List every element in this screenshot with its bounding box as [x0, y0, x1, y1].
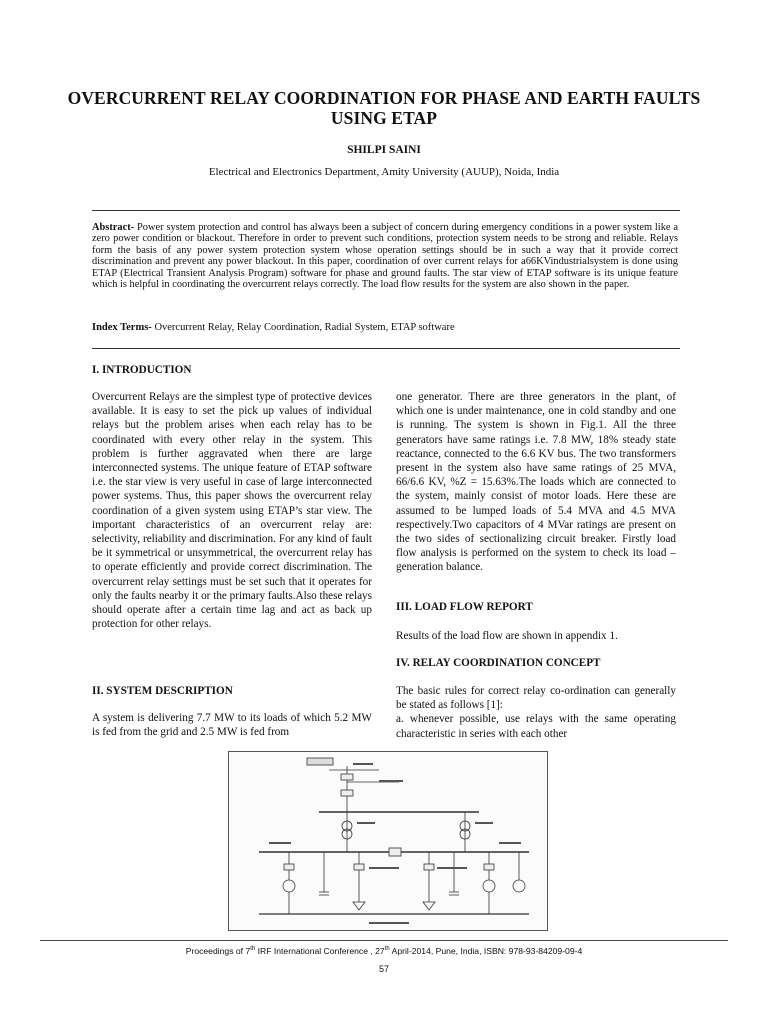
- page-number: 57: [378, 964, 389, 974]
- footer-sup-2: th: [384, 946, 390, 953]
- paper-title: OVERCURRENT RELAY COORDINATION FOR PHASE AND EARTH FAULTS USING ETAP: [67, 88, 701, 128]
- system-single-line-diagram: [228, 751, 548, 931]
- introduction-paragraph: Overcurrent Relays are the simplest type of protective devices available. It is easy to set the pick up values of individual relays but the problem arises when each relay has to be coordinated with every other relay in the system. This problem is further aggravated when there are large interconnected systems. The unique feature of ETAP software i.e. the star view is very useful in case of large interconnected power systems. Thus, this paper shows the overcurrent relay coordination of a given system using ETAP’s star view. The important characteristics of an overcurrent relay are: selectivity, reliability and discrimination. For any kind of fault be it symmetrical or unsymmetrical, the overcurrent relay has to operate efficiently and provide correct discrimination. The overcurrent relay settings must be set such that it operates for only the faults nearby it or the primary faults.Also these relays should operate after a certain time lag and act as back up protection for other relays.: [92, 391, 372, 631]
- author-name: SHILPI SAINI: [347, 144, 421, 156]
- author-affiliation: Electrical and Electronics Department, Amity University (AUUP), Noida, India: [208, 166, 560, 178]
- footer-text-2: IRF International Conference , 27: [255, 946, 385, 956]
- system-description-heading: II. SYSTEM DESCRIPTION: [92, 685, 233, 697]
- footer-proceedings: [0, 946, 768, 956]
- footer-text-3: April-2014, Pune, India, ISBN: 978-93-84209-09-4: [389, 946, 583, 956]
- system-description-paragraph-start: A system is delivering 7.7 MW to its loads of which 5.2 MW is fed from the grid and 2.5 MW is fed from: [92, 712, 372, 739]
- introduction-heading: I. INTRODUCTION: [92, 364, 192, 376]
- footer-divider: [40, 940, 728, 941]
- introduction-body: [92, 390, 372, 631]
- index-terms: [92, 322, 678, 333]
- abstract-label: Abstract-: [92, 222, 135, 233]
- relay-coordination-paragraph: The basic rules for correct relay co-ordination can generally be stated as follows [1]:: [396, 685, 676, 712]
- footer-sup-1: th: [250, 946, 256, 953]
- load-flow-body: [396, 629, 676, 643]
- system-description-paragraph-cont: one generator. There are three generators in the plant, of which one is under maintenance, one in cold standby and one is running. The system is shown in Fig.1. All the three generators have same ratings i.e. 7.8 MW, 18% steady state reactance, connected to the 6.6 KV bus. The two transformers present in the system also have same ratings of 25 MVA, 66/6.6 KV, %Z = 15.63%.The loads which are connected to the system, mainly consist of motor loads. Here these are assumed to be lumped loads of 5.4 MVA and 4.5 MVA respectively.Two capacitors of 4 MVar ratings are present on the two sides of sectionalizing circuit breaker. Firstly load flow analysis is performed on the system to check its load – generation balance.: [396, 391, 676, 574]
- relay-coordination-body: [396, 684, 676, 741]
- load-flow-heading: III. LOAD FLOW REPORT: [396, 601, 533, 613]
- footer-text-1: Proceedings of 7: [185, 946, 251, 956]
- abstract-divider: [92, 348, 680, 349]
- relay-coordination-rule-a: a. whenever possible, use relays with the same operating characteristic in series with each other: [396, 713, 676, 740]
- abstract-text: Power system protection and control has always been a subject of concern during emergency conditions in a power system like a zero power condition or blackout. Therefore in order to prevent such conditions, protection system needs to be strong and reliable. Relays form the basis of any power system protection system whose operation settings should be in such a way that it provide correct discrimination and prevent any power blackout. In this paper, coordination of over current relays for a66KVindustrialsystem is done using ETAP (Electrical Transient Analysis Program) software for phase and ground faults. The star view of ETAP software is its unique feature which is helpful in coordinating the overcurrent relays correctly. The load flow results for the system are also shown in the paper.: [92, 222, 678, 291]
- abstract: [92, 222, 678, 290]
- load-flow-paragraph: Results of the load flow are shown in appendix 1.: [396, 630, 618, 642]
- diagram-drawing: [229, 752, 547, 930]
- top-divider: [92, 210, 680, 211]
- index-terms-text: Overcurrent Relay, Relay Coordination, Radial System, ETAP software: [151, 322, 455, 333]
- system-description-body-right: [396, 390, 676, 575]
- relay-coordination-heading: IV. RELAY COORDINATION CONCEPT: [396, 657, 601, 669]
- system-description-body-left: [92, 711, 372, 739]
- index-terms-label: Index Terms-: [92, 322, 152, 333]
